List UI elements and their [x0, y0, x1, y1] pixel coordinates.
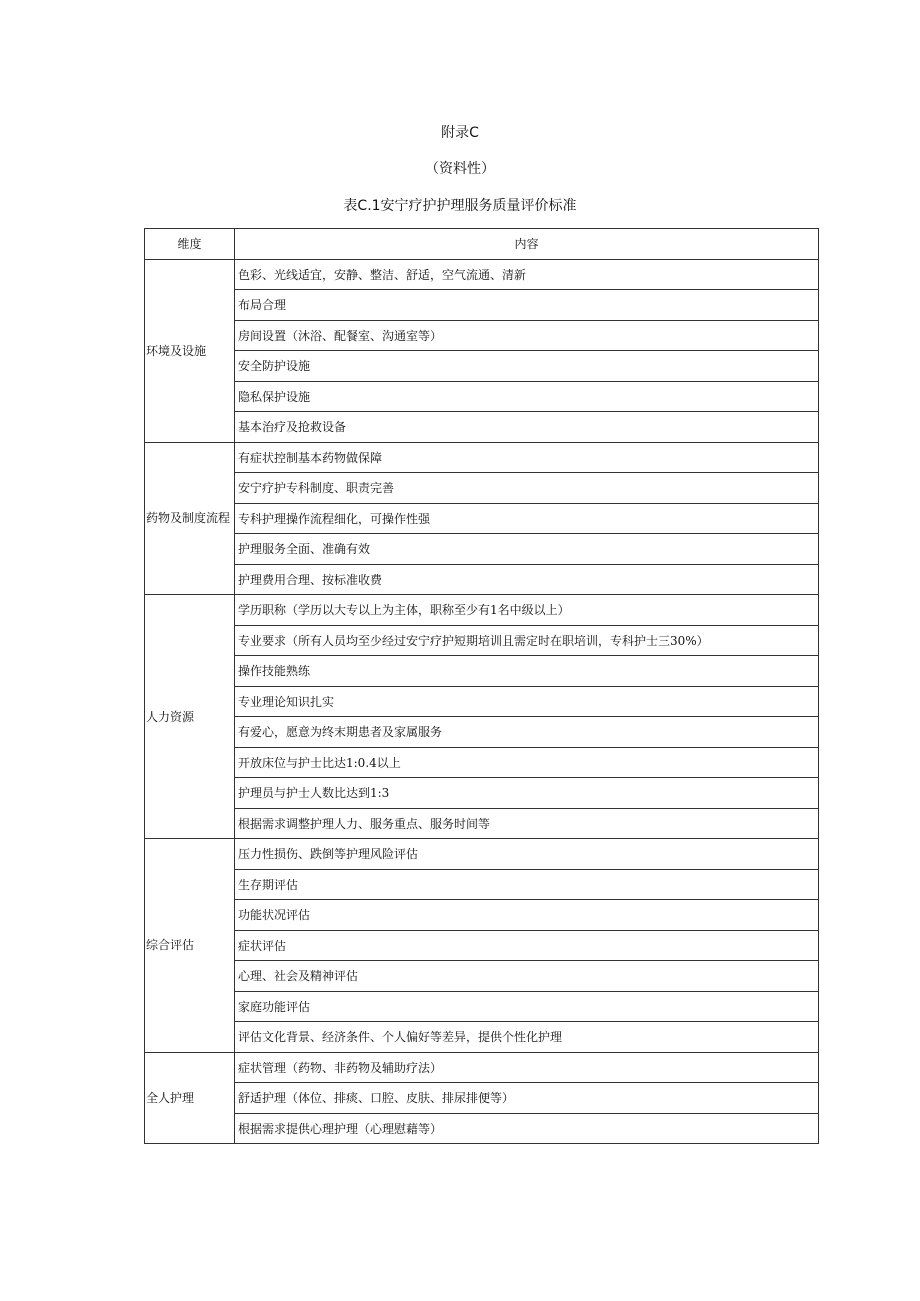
table-row [145, 259, 819, 290]
table-row [145, 778, 819, 809]
table-row [145, 656, 819, 687]
content-cell: 家庭功能评估 [235, 991, 819, 1022]
table-row [145, 351, 819, 382]
table-row [145, 564, 819, 595]
content-cell: 功能状况评估 [235, 900, 819, 931]
table-row [145, 1083, 819, 1114]
table-row [145, 412, 819, 443]
content-cell: 安宁疗护专科制度、职责完善 [235, 473, 819, 504]
content-cell: 护理服务全面、准确有效 [235, 534, 819, 565]
table-row [145, 808, 819, 839]
content-cell: 色彩、光线适宜，安静、整洁、舒适，空气流通、清新 [235, 259, 819, 290]
table-row [145, 686, 819, 717]
table-row [145, 625, 819, 656]
appendix-note: （资料性） [425, 161, 495, 177]
table-row [145, 717, 819, 748]
table-row [145, 747, 819, 778]
dimension-cell: 全人护理 [145, 1052, 235, 1144]
content-cell: 根据需求提供心理护理（心理慰藉等） [235, 1113, 819, 1144]
content-cell: 根据需求调整护理人力、服务重点、服务时间等 [235, 808, 819, 839]
content-cell: 学历职称（学历以大专以上为主体，职称至少有1名中级以上） [235, 595, 819, 626]
content-cell: 专业要求（所有人员均至少经过安宁疗护短期培训且需定时在职培训，专科护士三30%） [235, 625, 819, 656]
content-cell: 开放床位与护士比达1:0.4以上 [235, 747, 819, 778]
dimension-cell: 综合评估 [145, 839, 235, 1053]
content-cell: 基本治疗及抢救设备 [235, 412, 819, 443]
content-cell: 房间设置（沐浴、配餐室、沟通室等） [235, 320, 819, 351]
content-cell: 压力性损伤、跌倒等护理风险评估 [235, 839, 819, 870]
content-cell: 布局合理 [235, 290, 819, 321]
column-header-dimension: 维度 [145, 229, 235, 260]
dimension-cell: 人力资源 [145, 595, 235, 839]
table-row [145, 930, 819, 961]
table-row [145, 534, 819, 565]
content-cell: 生存期评估 [235, 869, 819, 900]
content-cell: 心理、社会及精神评估 [235, 961, 819, 992]
table-body [145, 259, 819, 1144]
column-header-content: 内容 [235, 229, 819, 260]
content-cell: 舒适护理（体位、排痰、口腔、皮肤、排尿排便等） [235, 1083, 819, 1114]
table-row [145, 900, 819, 931]
content-cell: 症状管理（药物、非药物及辅助疗法） [235, 1052, 819, 1083]
content-cell: 症状评估 [235, 930, 819, 961]
dimension-cell: 药物及制度流程 [145, 442, 235, 595]
table-row [145, 1022, 819, 1053]
content-cell: 操作技能熟练 [235, 656, 819, 687]
table-row [145, 961, 819, 992]
table-row [145, 1052, 819, 1083]
content-cell: 专科护理操作流程细化，可操作性强 [235, 503, 819, 534]
content-cell: 护理费用合理、按标准收费 [235, 564, 819, 595]
content-cell: 有爱心，愿意为终末期患者及家属服务 [235, 717, 819, 748]
content-cell: 评估文化背景、经济条件、个人偏好等差异，提供个性化护理 [235, 1022, 819, 1053]
evaluation-table [144, 228, 819, 1144]
table-row [145, 381, 819, 412]
table-row [145, 839, 819, 870]
table-row [145, 503, 819, 534]
table-row [145, 320, 819, 351]
content-cell: 护理员与护士人数比达到1:3 [235, 778, 819, 809]
table-header-row [145, 229, 819, 260]
table-row [145, 1113, 819, 1144]
table-row [145, 290, 819, 321]
content-cell: 有症状控制基本药物做保障 [235, 442, 819, 473]
table-row [145, 442, 819, 473]
table-row [145, 595, 819, 626]
appendix-title: 附录C [441, 125, 479, 141]
content-cell: 安全防护设施 [235, 351, 819, 382]
content-cell: 隐私保护设施 [235, 381, 819, 412]
table-caption: 表C.1安宁疗护护理服务质量评价标准 [343, 198, 577, 214]
dimension-cell: 环境及设施 [145, 259, 235, 442]
table-row [145, 473, 819, 504]
content-cell: 专业理论知识扎实 [235, 686, 819, 717]
table-row [145, 869, 819, 900]
table-row [145, 991, 819, 1022]
